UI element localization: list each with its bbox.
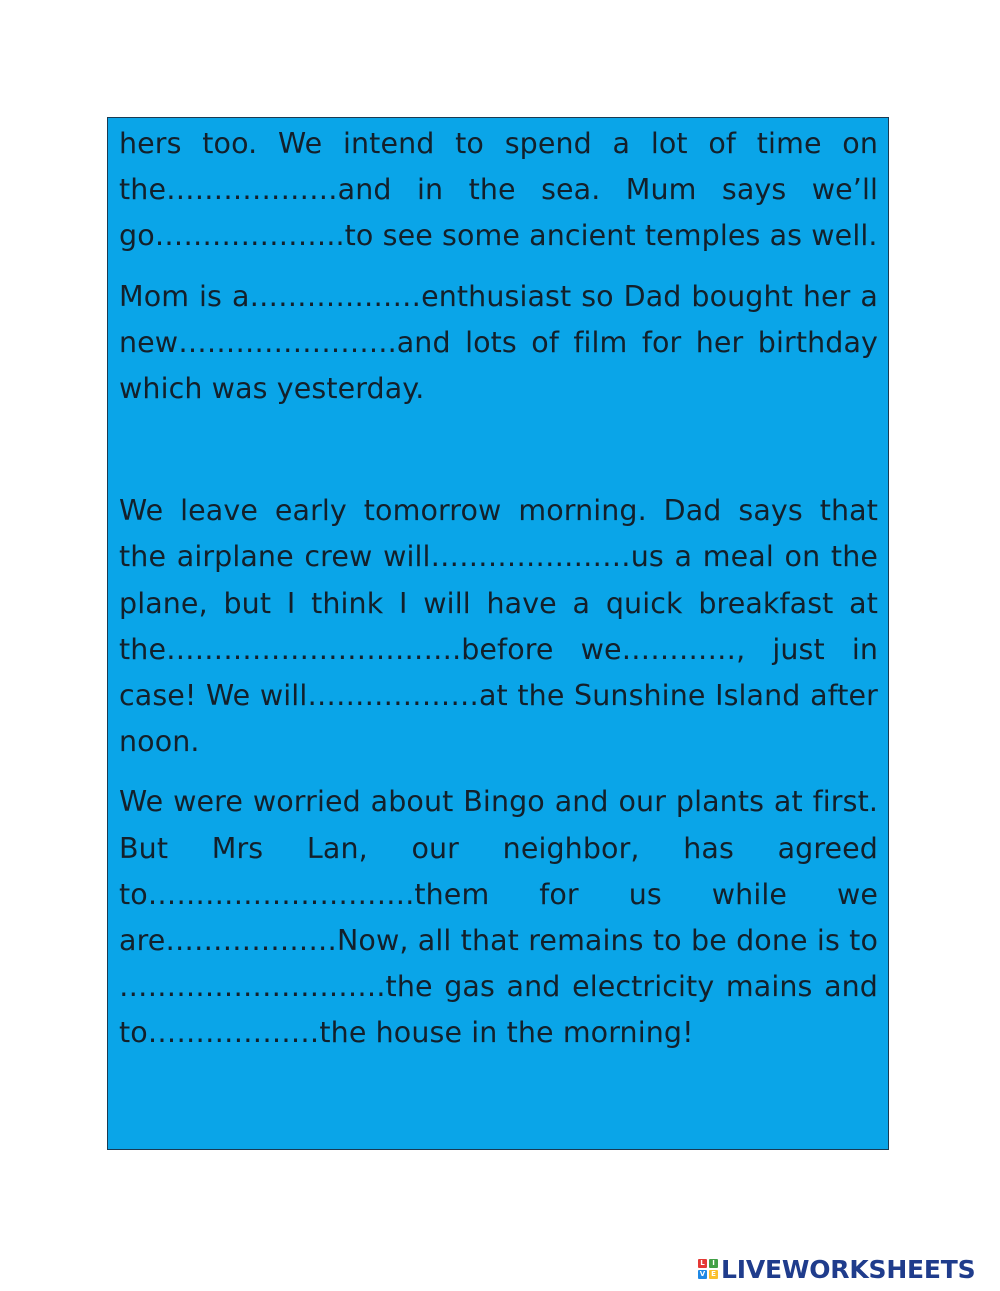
logo-text: LIVEWORKSHEETS (721, 1254, 976, 1284)
logo-cell-i: I (709, 1259, 718, 1268)
worksheet-text-box (107, 117, 889, 1150)
paragraph-3: We leave early tomorrow morning. Dad says that the airplane crew will…………………us a meal on the plane, but I think I will have a quick breakfast at the………………………….before we…………, just in case! We will………………at the Sunshine Island after noon. (119, 494, 878, 759)
liveworksheets-logo-icon (698, 1259, 718, 1279)
liveworksheets-logo (698, 1254, 975, 1284)
paragraph-1: hers too. We intend to spend a lot of time on the………………and in the sea. Mum says we’ll go………………..to see some ancient temples as well. (119, 127, 878, 253)
logo-cell-l: L (698, 1259, 707, 1268)
paragraph-spacer (119, 426, 878, 488)
paragraph-4: We were worried about Bingo and our plants at first. But Mrs Lan, our neighbor, has agreed to……………………….them for us while we are………………Now, all that remains to be done is to ……………………….the gas and electricity mains and to………………the house in the morning! (119, 785, 878, 1050)
logo-cell-v: V (699, 1270, 706, 1278)
logo-cell-e: E (709, 1270, 718, 1279)
paragraph-2: Mom is a………………enthusiast so Dad bought her a new…………………..and lots of film for her birthday which was yesterday. (119, 279, 878, 406)
